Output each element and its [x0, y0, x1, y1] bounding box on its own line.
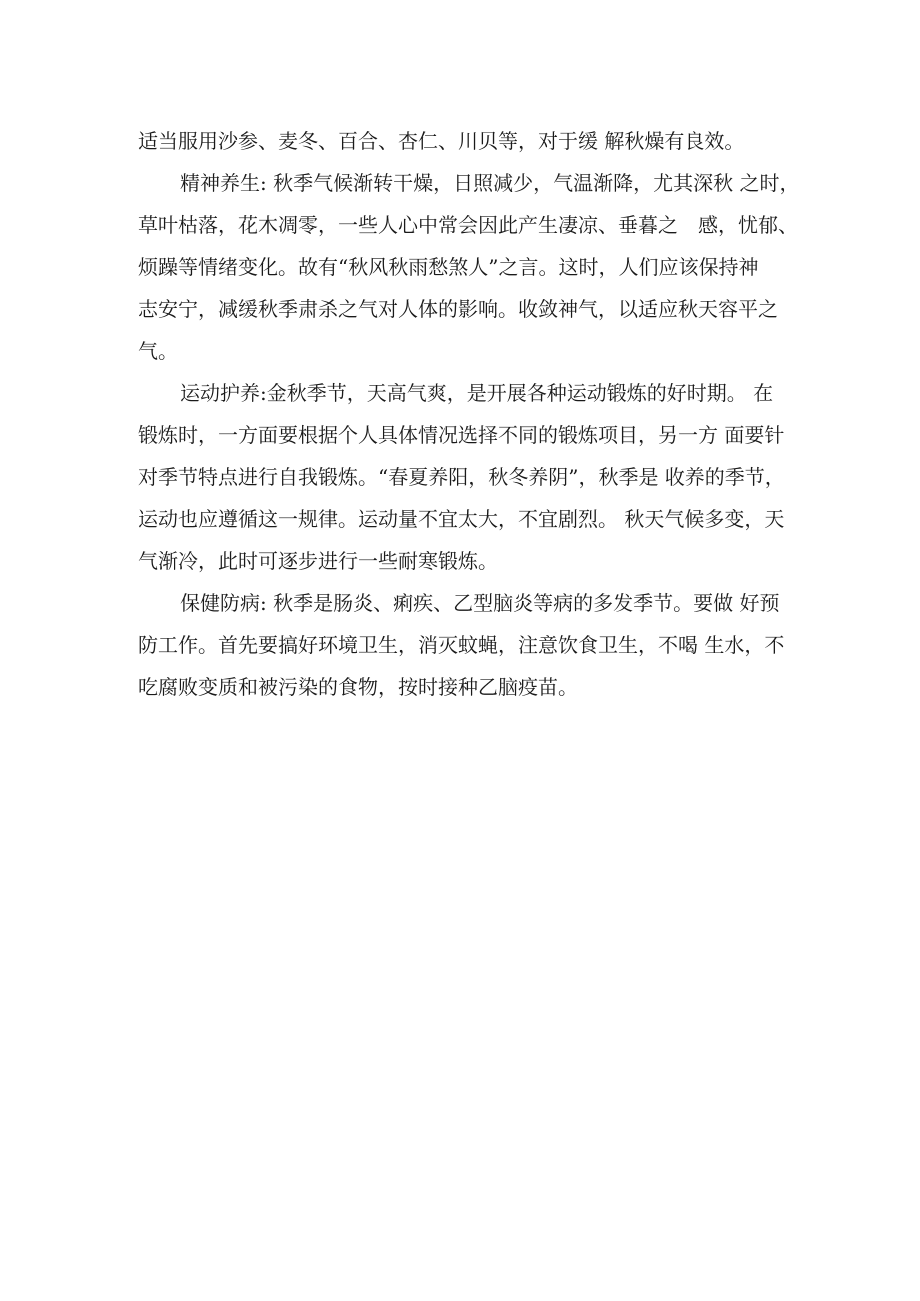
- text-line: 志安宁，减缓秋季肃杀之气对人体的影响。收敛神气，以适应秋天容平之: [138, 297, 778, 321]
- text-line: 保健防病: 秋季是肠炎、痢疾、乙型脑炎等病的多发季节。要做 好预: [180, 591, 780, 615]
- paragraph-disease-prevention: [138, 582, 798, 708]
- text-line: 气渐冷，此时可逐步进行一些耐寒锻炼。: [138, 549, 498, 573]
- paragraph-exercise: [138, 372, 798, 582]
- text-line: 运动也应遵循这一规律。运动量不宜太大，不宜剧烈。 秋天气候多变，天: [138, 507, 785, 531]
- text-line: 吃腐败变质和被污染的食物，按时接种乙脑疫苗。: [138, 675, 578, 699]
- text-line: 精神养生: 秋季气候渐转干燥，日照减少，气温渐降，尤其深秋 之时，: [180, 171, 800, 195]
- text-line: 锻炼时，一方面要根据个人具体情况选择不同的锻炼项目，另一方 面要针: [138, 423, 785, 447]
- text-line: 防工作。首先要搞好环境卫生，消灭蚊蝇，注意饮食卫生，不喝 生水，不: [138, 633, 785, 657]
- text-line: 烦躁等情绪变化。故有“秋风秋雨愁煞人”之言。这时，人们应该保持神: [138, 255, 759, 279]
- text-line: 对季节特点进行自我锻炼。“春夏养阳，秋冬养阴”，秋季是 收养的季节，: [138, 465, 785, 489]
- paragraph-continuation: [138, 120, 798, 162]
- text-line: 气。: [138, 339, 178, 363]
- text-line: 运动护养:金秋季节，天高气爽，是开展各种运动锻炼的好时期。 在: [180, 381, 774, 405]
- text-line: 适当服用沙参、麦冬、百合、杏仁、川贝等，对于缓 解秋燥有良效。: [138, 129, 745, 153]
- paragraph-mental-health: [138, 162, 798, 372]
- document-body: [138, 120, 798, 708]
- text-line: 草叶枯落，花木凋零，一些人心中常会因此产生凄凉、垂暮之 感，忧郁、: [138, 213, 798, 237]
